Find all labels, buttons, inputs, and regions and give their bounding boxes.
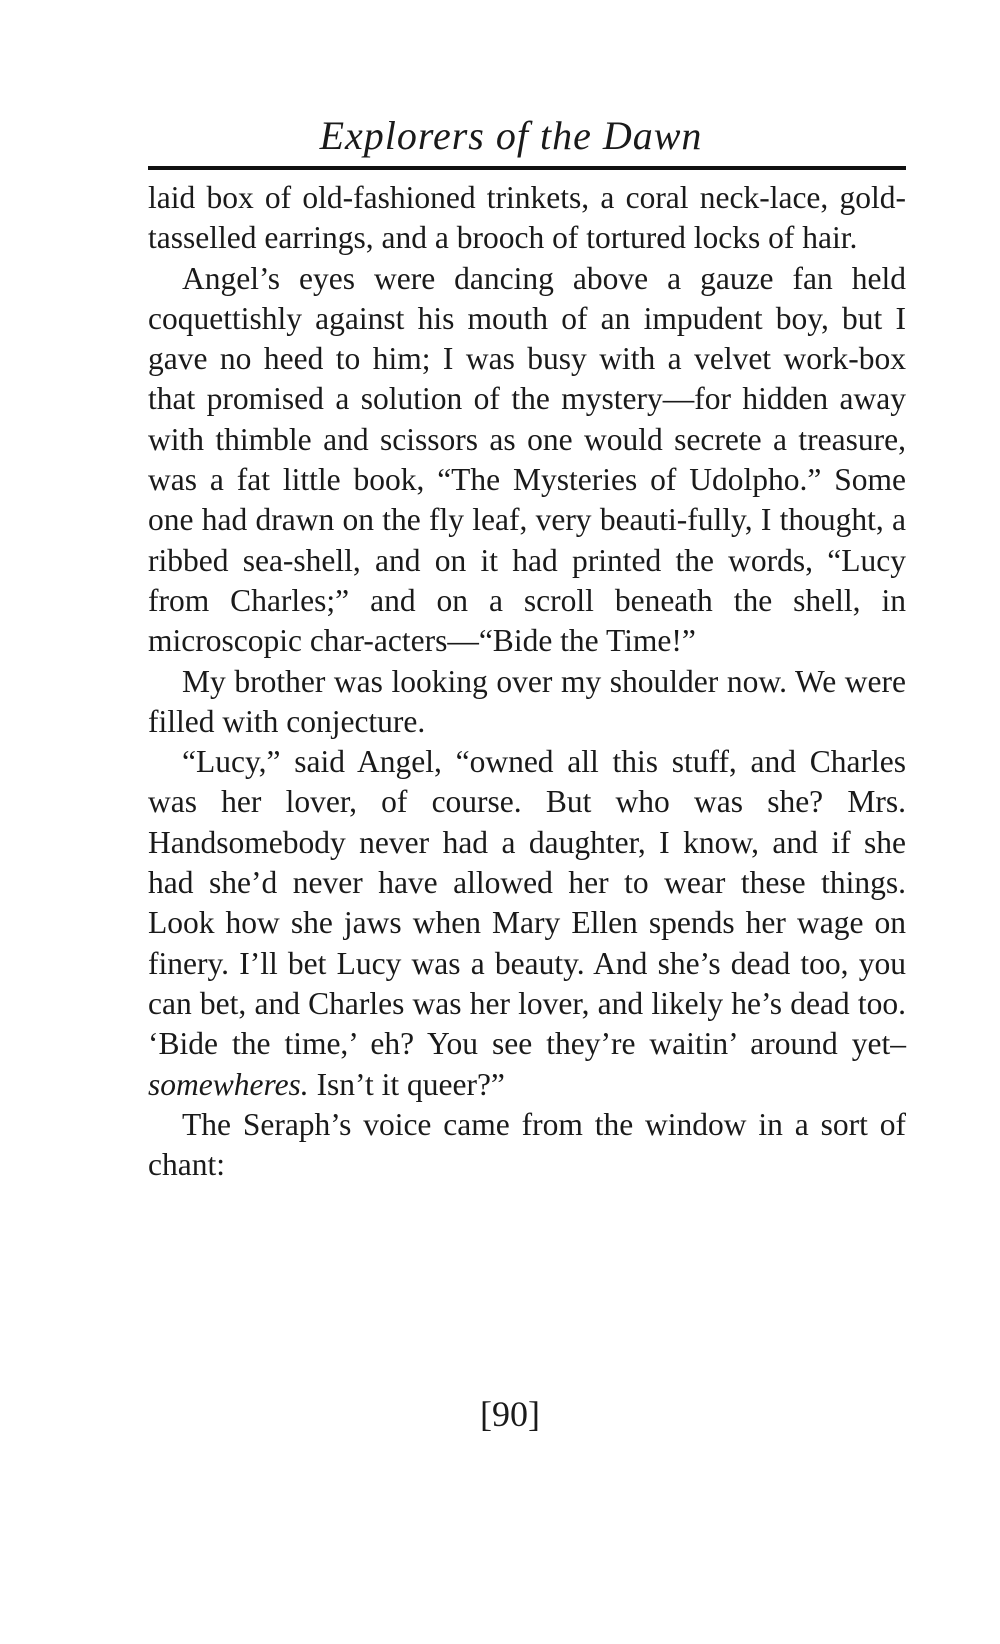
paragraph-angels-eyes: Angel’s eyes were dancing above a gauze fan held coquettishly against his mouth of an impudent boy, but I gave no heed to him; I was busy with a velvet work-box that promised a solution of the mystery—for hidden away with thimble and scissors as one would secrete a treasure, was a fat little book, “The Mysteries of Udolpho.” Some one had drawn on the fly leaf, very beauti-fully, I thought, a ribbed sea-shell, and on it had printed the words, “Lucy from Charles;” and on a scroll beneath the shell, in microscopic char-acters—“Bide the Time!” bbox=[148, 260, 906, 659]
paragraph-lucy-said-angel bbox=[148, 742, 906, 1105]
running-title: Explorers of the Dawn bbox=[319, 113, 703, 158]
paragraph-lucy-text-after: Isn’t it queer?” bbox=[308, 1066, 505, 1102]
paragraph-continued: laid box of old-fashioned trinkets, a coral neck-lace, gold-tasselled earrings, and a brooch of tortured locks of hair. bbox=[148, 180, 906, 256]
paragraph-brother-looking: My brother was looking over my shoulder now. We were filled with conjecture. bbox=[148, 663, 906, 739]
paragraph-seraph-voice: The Seraph’s voice came from the window in a sort of chant: bbox=[148, 1106, 906, 1183]
paragraph-lucy-text-before: “Lucy,” said Angel, “owned all this stuff, and Charles was her lover, of course. But who was she? Mrs. Handsomebody never had a daughter, I know, and if she had she’d never have allowed her to wear these things. Look how she jaws when Mary Ellen spends her wage on finery. I’ll bet Lucy was a beauty. And she’s dead too, you can bet, and Charles was her lover, and likely he’s dead too. ‘Bide the time,’ eh? You see they’re waitin’ around yet– bbox=[148, 744, 906, 1062]
header-rule bbox=[148, 166, 906, 170]
paragraph-lucy-italic: somewheres. bbox=[148, 1066, 309, 1102]
body-text bbox=[148, 178, 906, 1185]
page-number: [90] bbox=[480, 1394, 540, 1434]
